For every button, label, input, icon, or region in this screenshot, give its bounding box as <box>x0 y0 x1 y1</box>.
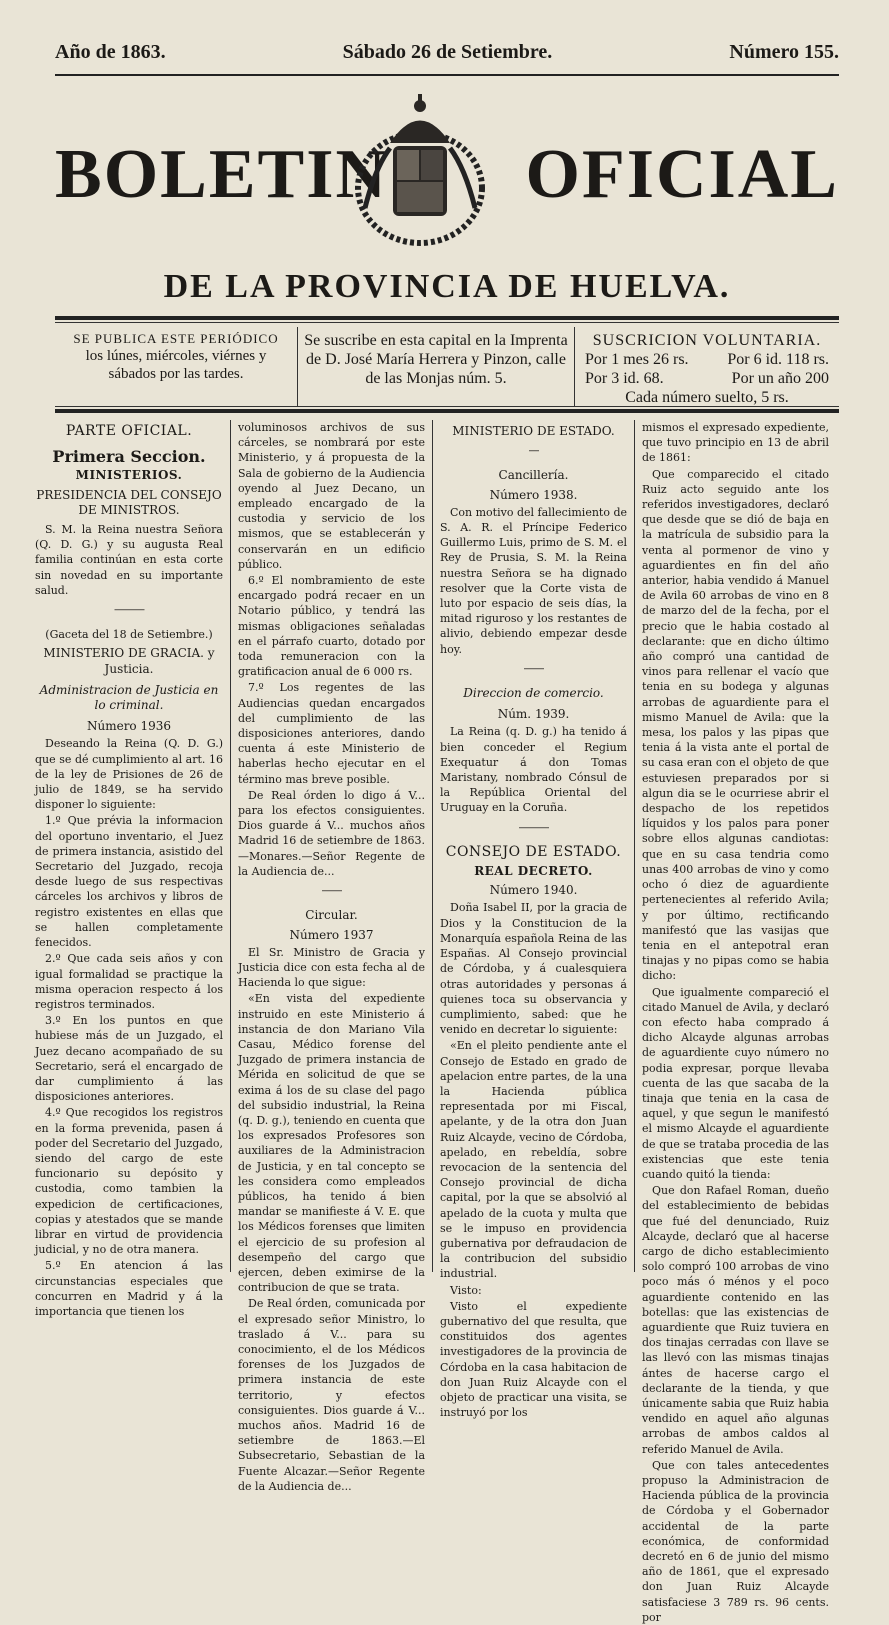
column-4 <box>634 420 836 1624</box>
paragraph: Que don Rafael Roman, dueño del establecimiento de bebidas que fué del denunciado, Ruiz Alcayde, declaró que al hacerse cargo de dicho establecimiento solo compró 100 arrobas de vino poco más ó ménos y el poco aguardiente contenido en las botellas: que las existencias de aguardiente que Ruiz tuviera en dos tinajas cerradas con llave se las llevó con las mismas tinajas ántes de hacerse cargo el declarante de la tienda, y que únicamente sabia que Ruiz habia vendido en aquel año algunas arrobas de ambos caldos al referido Manuel de Avila. <box>642 1184 829 1456</box>
paragraph: Doña Isabel II, por la gracia de Dios y la Constitucion de la Monarquía española Reina de las Españas. Al Consejo provincial de Córdoba, y á cualesquiera otras autoridades y personas á quienes toca su observancia y cumplimiento, sabed: que he venido en decretar lo siguiente: <box>440 901 627 1037</box>
section-heading: MINISTERIOS. <box>75 468 183 483</box>
royal-crest-icon <box>345 88 495 248</box>
column-1 <box>28 420 230 1318</box>
paragraph: Visto el expediente gubernativo del que resulta, que constituidos dos agentes investigadores de la provincia de Córdoba en la casa habitacion de don Juan Ruiz Alcayde con el objeto de practicar una visita, se instruyó por los <box>440 1299 627 1420</box>
divider <box>55 409 839 413</box>
subscription-address: Se suscribe en esta capital en la Imprenta de D. José María Herrera y Pinzon, calle de las Monjas núm. 5. <box>298 327 575 407</box>
masthead <box>55 88 839 258</box>
section-heading: MINISTERIO DE GRACIA. y Justicia. <box>43 646 215 676</box>
column-2 <box>230 420 432 1493</box>
document-number: Número 1937 <box>289 927 374 942</box>
source-note: (Gaceta del 18 de Setiembre.) <box>45 628 213 642</box>
paragraph: S. M. la Reina nuestra Señora (Q. D. G.) y su augusta Real familia continúan en esta corte sin novedad en su importante salud. <box>35 523 223 597</box>
paragraph: De Real órden lo digo á V... para los efectos consiguientes. Dios guarde á V... muchos años Madrid 16 de setiembre de 1863.—Monares.—Señor Regente de la Audiencia de... <box>238 788 425 878</box>
paragraph: Que igualmente compareció el citado Manuel de Avila, y declaró con efecto haba comprado á dicho Alcayde algunas arrobas de aguardiente cuyo número no podia expresar, porque llevaba cuenta de las que sacaba de la tinaja que tenia en la casa de aquel, y que segun le manifestó el mismo Alcayde el aguardiente de que se trataba procedia de las existencias que este tenia cuando quitó la tienda: <box>642 985 829 1181</box>
paragraph: mismos el expresado expediente, que tuvo principio en 13 de abril de 1861: <box>642 421 829 465</box>
article-columns <box>28 420 837 1624</box>
section-heading: PARTE OFICIAL. <box>65 423 193 439</box>
separator: —— <box>523 661 544 675</box>
separator: ——— <box>518 820 549 834</box>
paragraph: La Reina (q. D. g.) ha tenido á bien conceder el Regium Exequatur á don Tomas Maristany, nombrado Cónsul de la República Oriental del Uruguay en la Coruña. <box>440 725 627 815</box>
section-heading: Circular. <box>305 908 358 923</box>
paragraph: Visto: <box>450 1283 482 1297</box>
header-bar <box>55 30 839 76</box>
document-number: Número 1936 <box>86 719 172 734</box>
publish-schedule: SE PUBLICA ESTE PERIÓDICO los lúnes, miércoles, viérnes y sábados por las tardes. <box>55 327 298 407</box>
paragraph: «En vista del expediente instruido en este Ministerio á instancia de don Mariano Vila Casau, Médico forense del Juzgado de primera instancia de Mérida en solicitud de que se exima á los de su clase del pago del subsidio industrial, la Reina (q. D. g.), teniendo en cuenta que los expresados Profesores son auxiliares de la Administracion de Justicia, y en tal concepto se les considera como empleados públicos, ha tenido á bien mandar se manifieste á V. E. que los Médicos forenses que limiten el ejercicio de su profesion al desempeño del cargo que ejercen, deben eximirse de la contribucion de que se trata. <box>238 992 425 1295</box>
paragraph: 5.º En atencion á las circunstancias especiales que concurren en Madrid y á la importancia que tienen los <box>35 1259 223 1318</box>
section-heading: Cancillería. <box>498 468 569 483</box>
section-heading: Primera Seccion. <box>52 447 206 467</box>
section-heading: REAL DECRETO. <box>474 864 593 879</box>
document-number: Núm. 1939. <box>497 707 570 722</box>
separator: ——— <box>114 603 144 617</box>
paragraph: 7.º Los regentes de las Audiencias quedan encargados del cumplimiento de las disposiciones anteriores, dando cuenta á este Ministerio de haberlas hecho ejecutar en el término mas breve posible. <box>238 681 425 786</box>
paragraph: Deseando la Reina (Q. D. G.) que se dé cumplimiento al art. 16 de la ley de Prisiones de 26 de julio de 1849, se ha servido disponer lo siguiente: <box>35 737 223 812</box>
paragraph: 6.º El nombramiento de este encargado podrá recaer en un Notario público, y tendrá las mismas obligaciones señaladas en el párrafo cuarto, dotado por toda remuneracion con la gratificacion anual de 6 000 rs. <box>238 574 425 679</box>
separator: —— <box>321 884 342 898</box>
subscription-prices: SUSCRICION VOLUNTARIA. Por 1 mes 26 rs. Por 6 id. 118 rs. Por 3 id. 68. Por un año 200 Cada número suelto, 5 rs. <box>585 332 829 406</box>
masthead-right-word: OFICIAL <box>525 136 839 213</box>
section-heading: MINISTERIO DE ESTADO. <box>452 424 615 438</box>
paragraph: 1.º Que prévia la informacion del oportuno inventario, el Juez de primera instancia, asistido del Secretario del Juzgado, recoja desde luego de sus respectivas cárceles los archivos y libros de registro existentes en ellas que se hallen completamente fenecidos. <box>35 814 223 950</box>
separator: — <box>528 444 539 458</box>
issue-number: Número 155. <box>729 40 839 63</box>
masthead-left-word: BOLETIN <box>55 136 388 213</box>
paragraph: «En el pleito pendiente ante el Consejo de Estado en grado de apelacion entre partes, de la una la Hacienda pública representada por mi Fiscal, apelante, y de la otra don Juan Ruiz Alcayde, vecino de Córdoba, apelado, en rebeldía, sobre revocacion de la sentencia del Consejo provincial de dicha capital, por la que se absolvió al apelado de la cuota y multa que se le impuso en providencia gubernativa por defraudacion de la contribucion del subsidio industrial. <box>440 1039 627 1281</box>
publication-info <box>55 327 839 407</box>
divider <box>55 322 839 323</box>
paragraph: 4.º Que recogidos los registros en la forma prevenida, pasen á poder del Secretario del Juzgado, siendo del cargo de este funcionario su depósito y custodia, como tambien la expedicion de certificaciones, copias y atestados que se mande librar en virtud de providencia judicial, y no de otra manera. <box>35 1106 223 1257</box>
issue-date: Sábado 26 de Setiembre. <box>342 40 553 63</box>
paragraph: 2.º Que cada seis años y con igual formalidad se practique la misma operacion respecto á los registros terminados. <box>35 952 223 1011</box>
subheading: Direccion de comercio. <box>463 686 604 701</box>
section-heading: PRESIDENCIA DEL CONSEJO DE MINISTROS. <box>36 487 222 517</box>
paragraph: El Sr. Ministro de Gracia y Justicia dice con esta fecha al de Hacienda lo que sigue: <box>238 945 425 990</box>
masthead-subtitle: DE LA PROVINCIA DE HUELVA. <box>163 268 731 305</box>
document-number: Número 1940. <box>489 883 578 898</box>
paragraph: De Real órden, comunicada por el expresado señor Ministro, lo traslado á V... para su conocimiento, el de los Médicos forenses de los Juzgados de primera instancia de este territorio, y efectos consiguientes. Dios guarde á V... muchos años. Madrid 16 de setiembre de 1863.—El Subsecretario, Sebastian de la Fuente Alcazar.—Señor Regente de la Audiencia de... <box>238 1297 425 1493</box>
section-heading: CONSEJO DE ESTADO. <box>445 843 622 860</box>
subheading: Administracion de Justicia en lo criminal. <box>39 682 219 713</box>
divider <box>55 406 839 407</box>
paragraph: Que comparecido el citado Ruiz acto seguido ante los referidos investigadores, declaró que desde que se dió de baja en la matrícula de subsidio para la venta al pormenor de vino y aguardientes en fin del año anterior, habia vendido á Manuel de Avila 60 arrobas de vino en 8 de marzo del de la fecha, por el precio que le habia costado al declarante: que en dicho último año compró una cantidad de vinos para rellenar el vacío que tenia en su bodega y algunas arrobas de aguardiente para el mismo Manuel de Avila: que la mesa, los palos y las pipas que tenia á la vista ante el portal de su casa eran con el objeto de que estuviesen preparados por si algun dia se le ocurriese abrir el despacho de los repetidos líquidos y los palos para poner sobre ellos algunas candiotas: que en su casa tendria como unas 400 arrobas de vino y como ocho ó diez de aguardiente pertenecientes al referido Avila; y por último, rectificando manifestó que las vasijas que tenia en el antepotral eran tinajas y no pipas como se habia dicho: <box>642 467 829 983</box>
divider <box>55 316 839 320</box>
paragraph: Con motivo del fallecimiento de S. A. R. el Príncipe Federico Guillermo Luis, primo de S. M. el Rey de Prusia, S. M. la Reina nuestra Señora se ha dignado resolver que la Corte vista de luto por espacio de seis días, la mitad riguroso y los restantes de alivio, debiendo empezar desde hoy. <box>440 505 627 656</box>
document-number: Número 1938. <box>489 487 578 502</box>
issue-year: Año de 1863. <box>55 40 166 63</box>
column-3 <box>432 420 634 1420</box>
paragraph: voluminosos archivos de sus cárceles, se nombrará por este Ministerio, y á propuesta de la Sala de gobierno de la Audiencia oyendo al Juez Decano, un empleado encargado de la custodia y servicio de los mismos, que se establecerán y conservarán en un edificio público. <box>238 421 425 571</box>
paragraph: 3.º En los puntos en que hubiese más de un Juzgado, el Juez decano acompañado de su Secretario, será el encargado de dar cumplimiento á las disposiciones anteriores. <box>35 1014 223 1104</box>
paragraph: Que con tales antecedentes propuso la Administracion de Hacienda pública de la provincia de Córdoba y el Gobernador accidental de la parte económica, de conformidad decretó en 6 de junio del mismo año de 1861, que el expresado don Juan Ruiz Alcayde satisfaciese 3 789 rs. 96 cents. por <box>642 1458 829 1624</box>
